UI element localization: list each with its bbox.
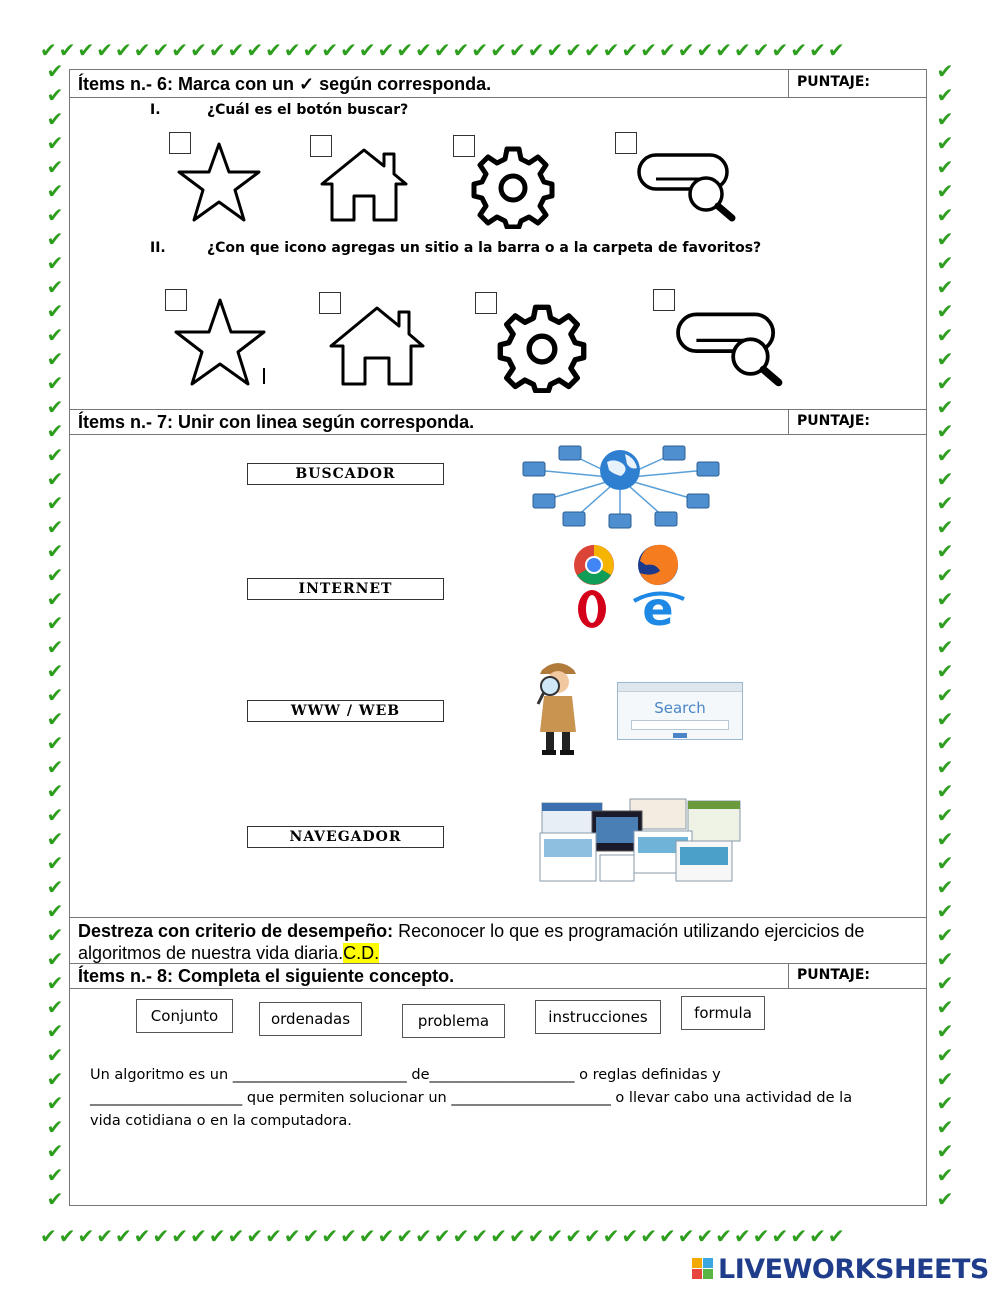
item8-title: Ítems n.- 8: Completa el siguiente concepto. — [78, 966, 455, 986]
q1-search-checkbox[interactable] — [615, 132, 637, 154]
paragraph-line-2: _____________________ que permiten solucionar un ______________________ o llevar cabo una actividad de la — [90, 1090, 853, 1106]
websites-collage-image[interactable] — [538, 797, 744, 883]
divider — [69, 97, 927, 98]
gear-icon — [470, 145, 556, 229]
word-conjunto[interactable]: Conjunto — [136, 999, 233, 1033]
liveworksheets-logo-text: LIVEWORKSHEETS — [718, 1254, 989, 1285]
item7-puntaje: PUNTAJE: — [797, 413, 871, 429]
label-internet[interactable]: INTERNET — [247, 578, 444, 600]
divider — [69, 988, 927, 989]
item6-puntaje: PUNTAJE: — [797, 74, 871, 90]
top-check-border: ✔✔✔✔✔✔✔✔✔✔✔✔✔✔✔✔✔✔✔✔✔✔✔✔✔✔✔✔✔✔✔✔✔✔✔✔✔✔✔✔✔✔✔ — [40, 40, 847, 62]
destreza-text — [78, 920, 918, 964]
destreza-highlight: C.D. — [343, 943, 380, 963]
label-www-web[interactable]: WWW / WEB — [247, 700, 444, 722]
search-bar-icon — [636, 150, 740, 224]
left-check-border: ✔✔✔✔✔✔✔✔✔✔✔✔✔✔✔✔✔✔✔✔✔✔✔✔✔✔✔✔✔✔✔✔✔✔✔✔✔✔✔✔✔✔✔✔✔✔✔✔ — [46, 61, 64, 1211]
network-globe-image[interactable] — [515, 440, 725, 530]
gear-icon — [496, 303, 588, 393]
liveworksheets-logo-mark — [692, 1258, 714, 1280]
q2-text: ¿Con que icono agregas un sitio a la barra o a la carpeta de favoritos? — [207, 240, 762, 256]
word-ordenadas[interactable]: ordenadas — [259, 1002, 362, 1036]
home-icon — [318, 146, 410, 224]
home-icon — [327, 304, 427, 388]
right-check-border: ✔✔✔✔✔✔✔✔✔✔✔✔✔✔✔✔✔✔✔✔✔✔✔✔✔✔✔✔✔✔✔✔✔✔✔✔✔✔✔✔✔✔✔✔✔✔✔✔ — [936, 61, 954, 1211]
browser-logos-image[interactable] — [566, 543, 690, 631]
star-icon — [175, 140, 263, 224]
q2-search-checkbox[interactable] — [653, 289, 675, 311]
browser-titlebar — [618, 683, 742, 692]
search-browser-image[interactable] — [617, 682, 743, 740]
word-problema[interactable]: problema — [402, 1004, 505, 1038]
destreza-label: Destreza con criterio de desempeño: — [78, 921, 394, 941]
search-field-graphic — [631, 720, 729, 730]
search-bar-icon — [674, 309, 788, 389]
item7-title: Ítems n.- 7: Unir con linea según corresponda. — [78, 412, 475, 432]
item8-puntaje: PUNTAJE: — [797, 967, 871, 983]
label-buscador[interactable]: BUSCADOR — [247, 463, 444, 485]
divider — [69, 409, 927, 410]
star-icon — [172, 296, 268, 388]
search-logo-text: Search — [654, 699, 706, 717]
divider — [69, 917, 927, 918]
q1-number: I. — [150, 102, 161, 118]
divider — [788, 409, 789, 434]
algoritmo-paragraph — [90, 1064, 910, 1133]
divider — [69, 434, 927, 435]
q1-text: ¿Cuál es el botón buscar? — [207, 102, 409, 118]
item6-title: Ítems n.- 6: Marca con un ✓ según corresponda. — [78, 74, 492, 94]
paragraph-line-1: Un algoritmo es un ________________________ de____________________ o reglas definidas y — [90, 1067, 721, 1083]
paragraph-line-3: vida cotidiana o en la computadora. — [90, 1113, 352, 1129]
detective-image[interactable] — [530, 656, 586, 758]
divider — [788, 69, 789, 97]
liveworksheets-logo — [692, 1254, 989, 1285]
label-navegador[interactable]: NAVEGADOR — [247, 826, 444, 848]
word-formula[interactable]: formula — [681, 996, 765, 1030]
destreza-body: Reconocer lo que es programación utilizando ejercicios de algoritmos de nuestra vida diaria. — [78, 921, 865, 963]
q2-gear-checkbox[interactable] — [475, 292, 497, 314]
svg-text:e: e — [642, 582, 674, 631]
search-button-graphic — [673, 733, 687, 738]
word-instrucciones[interactable]: instrucciones — [535, 1000, 661, 1034]
q2-number: II. — [150, 240, 166, 256]
bottom-check-border: ✔✔✔✔✔✔✔✔✔✔✔✔✔✔✔✔✔✔✔✔✔✔✔✔✔✔✔✔✔✔✔✔✔✔✔✔✔✔✔✔✔✔✔ — [40, 1226, 847, 1248]
divider — [788, 963, 789, 988]
